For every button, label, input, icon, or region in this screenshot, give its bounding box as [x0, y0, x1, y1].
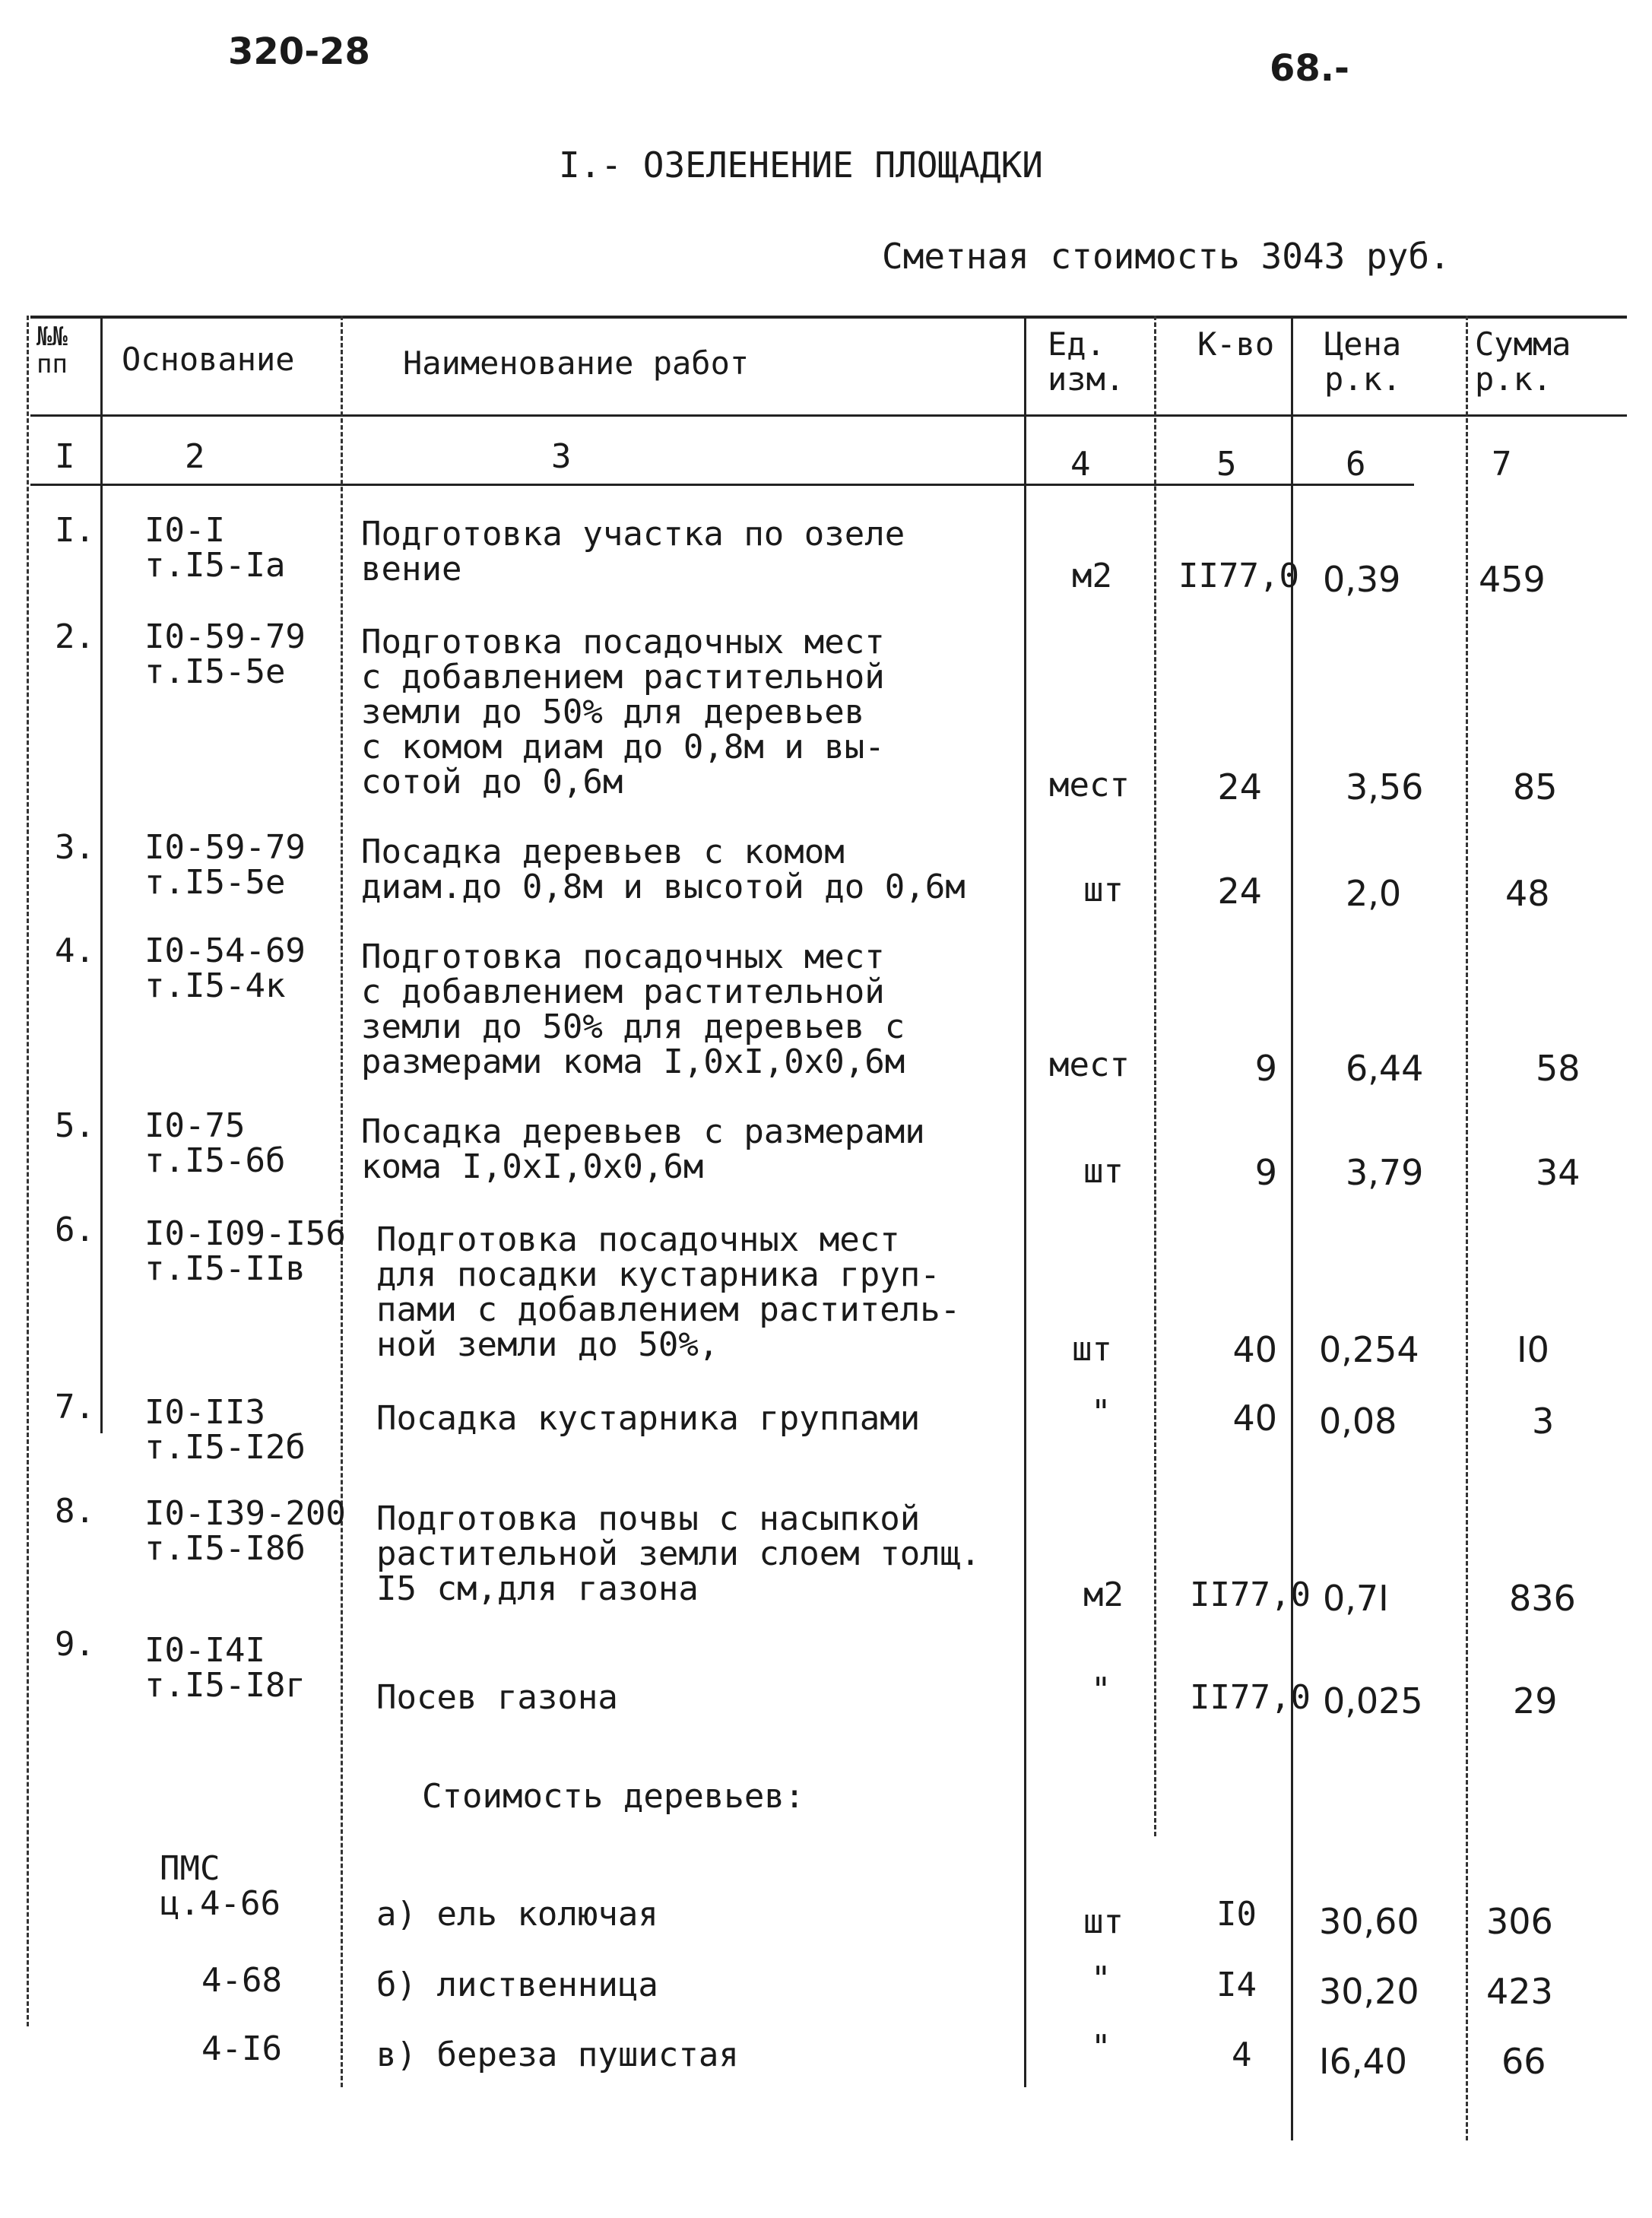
row-number: 5.: [55, 1106, 95, 1145]
col-number-4: 4: [1070, 445, 1091, 484]
row-basis-table: т.I5-4к: [144, 966, 286, 1005]
row-quantity: 24: [1217, 766, 1262, 808]
row-basis: I0-I09-I56: [144, 1214, 346, 1253]
row-price: 0,7I: [1323, 1578, 1389, 1619]
row-price: 6,44: [1346, 1048, 1424, 1089]
row-description-line: растительной земли слоем толщ.: [376, 1534, 981, 1573]
tree-sum: 66: [1501, 2041, 1546, 2082]
row-sum: I0: [1517, 1329, 1549, 1370]
row-basis: I0-I: [144, 511, 225, 550]
row-description-line: размерами кома I,0хI,0х0,6м: [361, 1042, 905, 1081]
row-description-line: Подготовка почвы с насыпкой: [376, 1499, 921, 1538]
row-unit: шт: [1072, 1330, 1112, 1369]
col-number-6: 6: [1346, 445, 1366, 484]
row-quantity: II77,0: [1178, 557, 1299, 595]
row-description-line: для посадки кустарника груп-: [376, 1255, 940, 1294]
row-description-line: с добавлением растительной: [361, 658, 885, 696]
row-description-line: Подготовка посадочных мест: [376, 1220, 900, 1259]
page-number: 68.-: [1270, 47, 1349, 90]
row-basis: I0-I4I: [144, 1631, 265, 1670]
row-unit: м2: [1083, 1575, 1124, 1614]
col-header-qty: К-во: [1197, 325, 1275, 363]
row-basis-table: т.I5-I8г: [144, 1666, 306, 1705]
row-unit: мест: [1049, 1046, 1130, 1084]
row-price: 0,08: [1319, 1401, 1397, 1442]
row-basis-table: т.I5-5е: [144, 863, 286, 902]
row-unit: ": [1091, 1671, 1111, 1709]
tree-sum: 306: [1486, 1901, 1553, 1942]
row-description-line: Посадка деревьев с размерами: [361, 1112, 925, 1151]
row-description-line: кома I,0хI,0х0,6м: [361, 1147, 704, 1186]
row-description-line: Посадка деревьев с комом: [361, 833, 845, 871]
row-number: 2.: [55, 617, 95, 656]
row-sum: 58: [1536, 1048, 1581, 1089]
col-header-name: Наименование работ: [403, 344, 750, 382]
row-sum: 85: [1513, 766, 1558, 808]
row-sum: 3: [1532, 1401, 1555, 1442]
row-basis-table: т.I5-6б: [144, 1141, 286, 1180]
row-price: 2,0: [1346, 873, 1402, 914]
row-quantity: 40: [1232, 1329, 1277, 1370]
row-description-line: пами с добавлением раститель-: [376, 1290, 961, 1329]
row-description-line: Подготовка участка по озеле: [361, 515, 905, 554]
row-quantity: 40: [1232, 1398, 1277, 1439]
tree-quantity: I0: [1216, 1895, 1257, 1934]
tree-code: 4-68: [201, 1961, 282, 2000]
trees-heading: Стоимость деревьев:: [422, 1777, 805, 1816]
column-divider-4: [1154, 316, 1156, 1836]
row-basis: I0-75: [144, 1106, 246, 1145]
row-price: 0,39: [1323, 559, 1401, 600]
table-number-rule: [30, 484, 1414, 486]
row-number: 3.: [55, 828, 95, 867]
column-divider-3: [1024, 316, 1026, 2087]
row-description-line: Посадка кустарника группами: [376, 1399, 921, 1438]
row-price: 3,56: [1346, 766, 1424, 808]
row-basis-table: т.I5-I2б: [144, 1428, 306, 1467]
column-divider-2: [341, 316, 343, 2087]
row-basis-table: т.I5-IIв: [144, 1249, 306, 1288]
row-basis: I0-59-79: [144, 617, 306, 656]
row-sum: 459: [1479, 559, 1546, 600]
row-description-line: Посев газона: [376, 1678, 618, 1717]
row-basis: I0-II3: [144, 1393, 265, 1432]
column-divider-6: [1466, 316, 1468, 2140]
row-price: 3,79: [1346, 1152, 1424, 1193]
col-header-unit: Ед. изм.: [1048, 325, 1125, 398]
row-unit: ": [1091, 1393, 1111, 1432]
row-number: 7.: [55, 1388, 95, 1426]
row-quantity: II77,0: [1190, 1575, 1311, 1614]
row-sum: 836: [1509, 1578, 1576, 1619]
row-description-line: ной земли до 50%,: [376, 1325, 719, 1364]
row-sum: 29: [1513, 1680, 1558, 1721]
table-top-rule: [30, 316, 1627, 319]
row-number: I.: [55, 511, 95, 550]
row-description-line: I5 см,для газона: [376, 1569, 699, 1608]
row-unit: шт: [1083, 1152, 1124, 1191]
row-description-line: вение: [361, 550, 462, 589]
row-basis: I0-54-69: [144, 931, 306, 970]
row-basis: I0-I39-200: [144, 1494, 346, 1533]
row-price: 0,025: [1323, 1680, 1423, 1721]
row-sum: 48: [1505, 873, 1550, 914]
tree-price: I6,40: [1319, 2041, 1407, 2082]
row-number: 4.: [55, 931, 95, 970]
col-number-7: 7: [1492, 445, 1512, 484]
tree-unit: шт: [1083, 1902, 1124, 1941]
tree-code: 4-I6: [201, 2029, 282, 2068]
section-title: I.- ОЗЕЛЕНЕНИЕ ПЛОЩАДКИ: [559, 144, 1043, 186]
tree-name: а) ель колючая: [376, 1895, 658, 1934]
tree-price: 30,20: [1319, 1971, 1419, 2012]
row-number: 9.: [55, 1625, 95, 1664]
row-unit: м2: [1072, 557, 1112, 595]
tree-name: б) лиственница: [376, 1966, 658, 2004]
row-quantity: 24: [1217, 871, 1262, 912]
col-number-2: 2: [185, 437, 205, 476]
col-header-num: №№ пп: [36, 322, 68, 379]
row-unit: мест: [1049, 766, 1130, 804]
row-description-line: сотой до 0,6м: [361, 763, 623, 801]
row-basis: I0-59-79: [144, 828, 306, 867]
row-quantity: 9: [1254, 1152, 1277, 1193]
row-basis-table: т.I5-Iа: [144, 546, 286, 585]
col-header-basis: Основание: [122, 341, 295, 378]
tree-sum: 423: [1486, 1971, 1553, 2012]
row-basis-table: т.I5-I8б: [144, 1529, 306, 1568]
row-description-line: диам.до 0,8м и высотой до 0,6м: [361, 868, 966, 906]
row-unit: шт: [1083, 871, 1124, 909]
row-price: 0,254: [1319, 1329, 1419, 1370]
row-description-line: Подготовка посадочных мест: [361, 623, 885, 662]
col-number-1: I: [55, 437, 75, 476]
row-description-line: Подготовка посадочных мест: [361, 938, 885, 976]
tree-quantity: 4: [1232, 2036, 1252, 2074]
column-divider-1: [100, 316, 103, 1433]
row-basis-table: т.I5-5е: [144, 652, 286, 691]
row-quantity: 9: [1254, 1048, 1277, 1089]
col-number-3: 3: [551, 437, 572, 476]
row-sum: 34: [1536, 1152, 1581, 1193]
col-number-5: 5: [1216, 445, 1237, 484]
row-quantity: II77,0: [1190, 1678, 1311, 1717]
col-header-price: Цена р.к.: [1324, 325, 1402, 398]
row-description-line: с добавлением растительной: [361, 973, 885, 1011]
tree-name: в) береза пушистая: [376, 2036, 739, 2074]
row-description-line: с комом диам до 0,8м и вы-: [361, 728, 885, 766]
row-number: 6.: [55, 1211, 95, 1249]
col-header-sum: Сумма р.к.: [1475, 325, 1571, 398]
row-description-line: земли до 50% для деревьев с: [361, 1007, 905, 1046]
tree-price: 30,60: [1319, 1901, 1419, 1942]
tree-unit: ": [1091, 2028, 1111, 2067]
document-code: 320-28: [228, 30, 370, 73]
row-number: 8.: [55, 1492, 95, 1531]
tree-quantity: I4: [1216, 1966, 1257, 2004]
table-header-rule: [30, 414, 1627, 417]
tree-unit: ": [1091, 1959, 1111, 1998]
estimate-cost: Сметная стоимость 3043 руб.: [882, 236, 1451, 277]
trees-price-code: ц.4-66: [160, 1884, 281, 1923]
row-description-line: земли до 50% для деревьев: [361, 693, 865, 731]
trees-source: ПМС: [160, 1849, 220, 1888]
table-left-border: [27, 316, 29, 2026]
